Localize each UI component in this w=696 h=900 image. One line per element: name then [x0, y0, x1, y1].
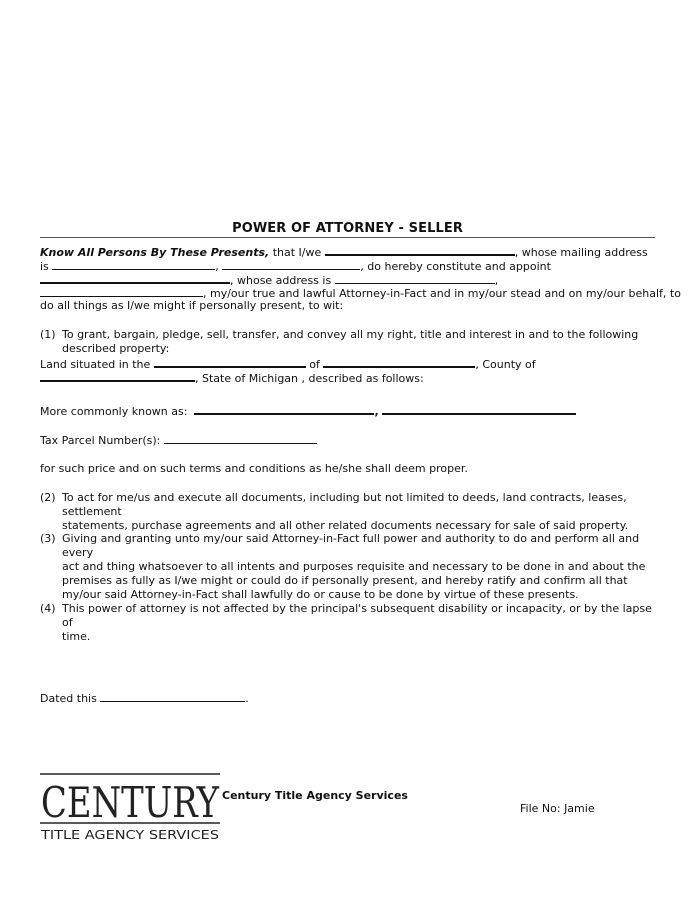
intro-line-1: [40, 243, 648, 259]
item1-line1: To grant, bargain, pledge, sell, transfer, and convey all my right, title and interest in and to the following: [62, 328, 639, 341]
title-rule: [40, 237, 655, 238]
intro-line-4: [40, 285, 681, 300]
tax-parcel-line: [40, 432, 317, 447]
such-price-line: for such price and on such terms and conditions as he/she shall deem proper.: [40, 462, 468, 475]
known-as-label: More commonly known as:: [40, 405, 188, 418]
item2-line2: statements, purchase agreements and all other related documents necessary for sale of said property.: [62, 519, 629, 532]
street-address-blank[interactable]: [194, 402, 374, 415]
item2-line1: To act for me/us and execute all documents, including but not limited to deeds, land contracts, leases, settlement: [62, 491, 627, 518]
dated-period: .: [245, 692, 249, 705]
land-county: , County of: [475, 358, 536, 371]
dated-line: [40, 690, 249, 705]
land-prefix: Land situated in the: [40, 358, 154, 371]
tax-parcel-blank[interactable]: [164, 432, 317, 444]
attorney-name-blank[interactable]: [40, 271, 230, 284]
item2-text: [62, 491, 655, 533]
item3-line2: act and thing whatsoever to all intents and purposes requisite and necessary to be done in and about the: [62, 560, 646, 573]
mailing-address-blank-2[interactable]: [222, 258, 232, 270]
file-number: File No: Jamie: [520, 802, 595, 815]
land-name-blank[interactable]: [323, 355, 475, 368]
intro-whose-address: , whose address is: [230, 274, 335, 287]
intro-mailing: , whose mailing address: [514, 246, 648, 259]
attorney-address-blank-2[interactable]: [40, 285, 203, 297]
intro-constitute: , do hereby constitute and appoint: [360, 260, 551, 273]
company-name: Century Title Agency Services: [222, 789, 408, 802]
county-blank[interactable]: [40, 369, 195, 382]
city-blank[interactable]: [382, 402, 576, 415]
principal-name-blank[interactable]: [325, 243, 515, 256]
mailing-address-blank-1[interactable]: [52, 258, 215, 270]
item1-number: (1): [40, 328, 56, 341]
intro-trailing-comma: ,: [494, 274, 499, 287]
item1-line2: described property:: [62, 342, 170, 355]
item3-number: (3): [40, 532, 56, 545]
dated-label: Dated this: [40, 692, 101, 705]
item3-line3: premises as fully as I/we might or could do if personally present, and hereby ratify and confirm all that: [62, 574, 628, 587]
known-as-comma: ,: [374, 405, 379, 418]
intro-comma: ,: [215, 260, 219, 273]
item4-number: (4): [40, 602, 56, 615]
intro-that: that I/we: [269, 246, 325, 259]
land-line-2: [40, 369, 424, 385]
land-state: , State of Michigan , described as follows:: [195, 372, 424, 385]
land-of: of: [305, 358, 324, 371]
attorney-address-blank-1[interactable]: [335, 272, 495, 284]
item3-text: [62, 532, 655, 602]
tax-parcel-label: Tax Parcel Number(s):: [40, 434, 164, 447]
mailing-address-blank-3[interactable]: [232, 258, 360, 270]
item4-line2: time.: [62, 630, 91, 643]
item3-line4: my/our said Attorney-in-Fact shall lawfully do or cause to be done by virtue of these presents.: [62, 588, 579, 601]
document-title: POWER OF ATTORNEY - SELLER: [232, 221, 463, 236]
known-as-line: [40, 402, 576, 418]
intro-is: is: [40, 260, 53, 273]
item3-line1: Giving and granting unto my/our said Attorney-in-Fact full power and authority to do and perform all and every: [62, 532, 640, 559]
intro-attorney: , my/our true and lawful Attorney-in-Fact and in my/our stead and on my/our behalf, to: [203, 287, 681, 300]
date-blank[interactable]: [100, 690, 245, 702]
item2-number: (2): [40, 491, 56, 504]
logo-main-text: CENTURY: [41, 778, 221, 827]
intro-lead: Know All Persons By These Presents,: [40, 246, 270, 259]
land-municipality-blank[interactable]: [154, 355, 306, 368]
intro-line-5: do all things as I/we might if personally present, to wit:: [40, 299, 344, 312]
item4-text: [62, 602, 655, 644]
century-logo: [40, 773, 220, 843]
logo-sub-text: TITLE AGENCY SERVICES: [39, 828, 220, 842]
item1-text: [62, 328, 655, 356]
item4-line1: This power of attorney is not affected by the principal's subsequent disability or incapacity, or by the lapse of: [62, 602, 652, 629]
